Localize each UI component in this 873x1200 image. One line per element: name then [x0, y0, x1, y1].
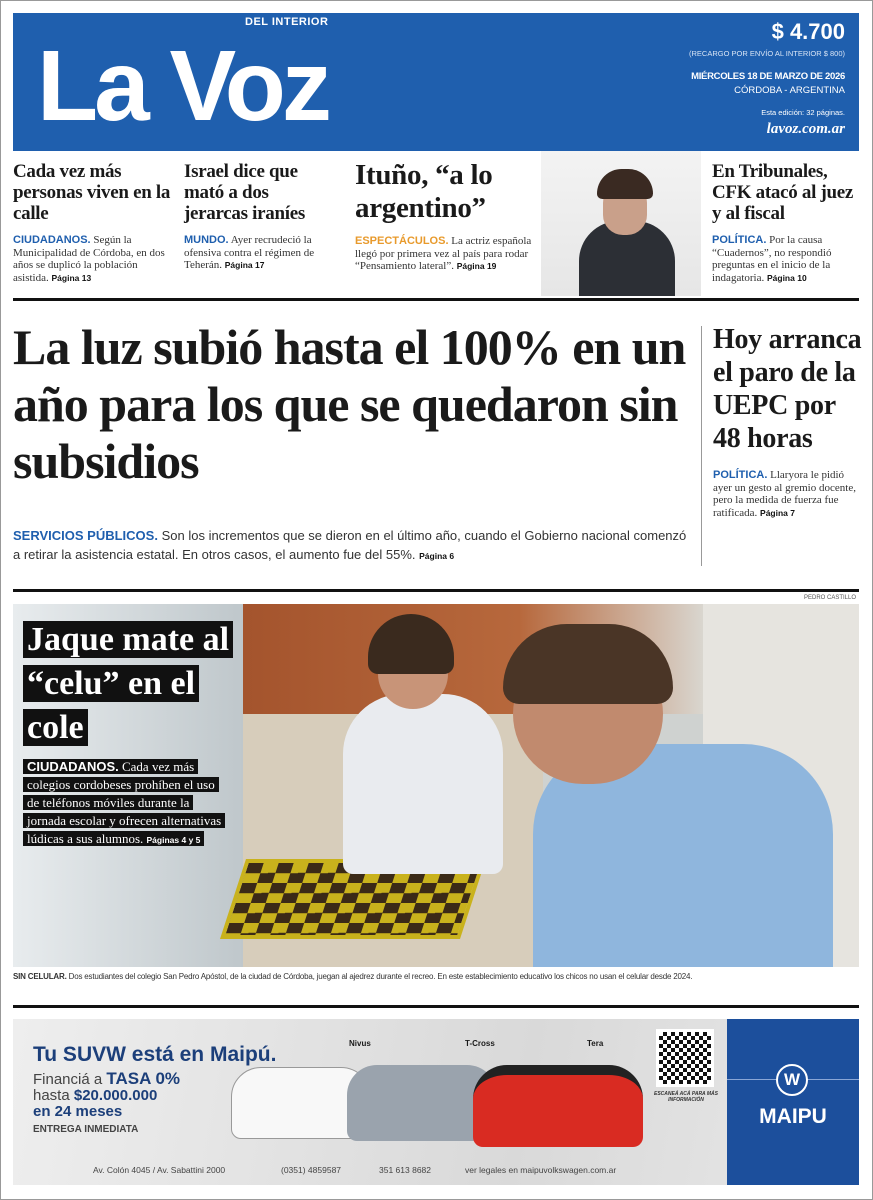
- date: MIÉRCOLES 18 DE MARZO DE 2026: [691, 71, 845, 82]
- ad-offer: [33, 1071, 180, 1138]
- divider: [13, 298, 859, 301]
- ad-term: en 24 meses: [33, 1103, 123, 1120]
- brand-name: MAIPU: [759, 1105, 827, 1128]
- ad-text: Financiá a: [33, 1071, 107, 1088]
- section-label: ESPECTÁCULOS.: [355, 235, 449, 247]
- qr-caption: ESCANEÁ ACÁ PARA MÁS INFORMACIÓN: [654, 1091, 718, 1103]
- page-ref: Página 17: [224, 260, 265, 270]
- section-label: CIUDADANOS.: [13, 234, 91, 246]
- caption-label: SIN CELULAR.: [13, 972, 67, 981]
- edition-pages: Esta edición: 32 páginas.: [761, 108, 845, 117]
- ad-delivery: ENTREGA INMEDIATA: [33, 1124, 139, 1135]
- photo-credit: PEDRO CASTILLO: [803, 595, 856, 601]
- story-text: Según la Municipalidad de Córdoba, en dos años se duplicó la población asistida.: [13, 234, 165, 284]
- story-title: Cada vez más personas viven en la calle: [13, 161, 171, 224]
- section-label: MUNDO.: [184, 234, 229, 246]
- page-ref: Página 6: [419, 551, 455, 561]
- side-story: [713, 323, 863, 519]
- story-title: Ituño, “a lo argentino”: [355, 159, 493, 224]
- lead-summary: [13, 526, 695, 566]
- divider: [13, 1005, 859, 1008]
- ad-text: hasta: [33, 1087, 74, 1104]
- ad-address: Av. Colón 4045 / Av. Sabattini 2000: [93, 1165, 226, 1175]
- page-ref: Página 7: [760, 507, 795, 518]
- story-homeless[interactable]: [13, 161, 173, 284]
- vw-logo-icon: W: [776, 1064, 808, 1096]
- chess-photo[interactable]: [13, 604, 859, 967]
- logo-subtitle: DEL INTERIOR: [245, 16, 329, 28]
- lead-text: Son los incrementos que se dieron en el último año, cuando el Gobierno nacional comenzó a retirar la asistencia estatal. En otros casos, el aumento fue del 55%.: [13, 528, 687, 562]
- photo-headline-text: Jaque mate al “celu” en el cole: [23, 621, 233, 746]
- place: CÓRDOBA - ARGENTINA: [734, 85, 845, 96]
- photo-caption: [13, 972, 859, 982]
- photo-story-overlay: [23, 618, 245, 849]
- side-summary: [713, 469, 863, 519]
- masthead: [13, 13, 859, 151]
- model-label: Nivus: [349, 1039, 371, 1048]
- story-title: Israel dice que mató a dos jerarcas iraníes: [184, 161, 305, 224]
- ad-whatsapp: 351 613 8682: [379, 1165, 431, 1175]
- ad-legal: ver legales en maipuvolkswagen.com.ar: [465, 1165, 617, 1175]
- page-ref: Página 19: [456, 261, 497, 271]
- section-label: CIUDADANOS.: [27, 759, 119, 774]
- ad-phone: (0351) 4859587: [281, 1165, 342, 1175]
- qr-code[interactable]: [656, 1029, 714, 1087]
- story-text: Por la causa “Cuadernos”, no respondió preguntas en el inicio de la indagatoria.: [712, 234, 832, 284]
- caption-text: Dos estudiantes del colegio San Pedro Apóstol, de la ciudad de Córdoba, juegan al ajedrez durante el recreo. En este establecimiento educativo los chicos no usan el celular desde 2024.: [68, 972, 693, 981]
- section-label: POLÍTICA.: [712, 234, 767, 246]
- section-label: SERVICIOS PÚBLICOS.: [13, 528, 158, 543]
- maipu-logo-block: [727, 1019, 859, 1185]
- vw-maipu-ad[interactable]: [13, 1019, 859, 1185]
- divider: [13, 589, 859, 592]
- actress-portrait: [541, 151, 701, 296]
- side-text: Llaryora le pidió ayer un gesto al gremio docente, pero la medida de fuerza fue ratificada.: [713, 469, 856, 519]
- column-divider: [701, 326, 702, 566]
- page-ref: Página 10: [766, 272, 807, 283]
- model-label: T-Cross: [465, 1039, 495, 1048]
- photo-text: Cada vez más colegios cordobeses prohíben el uso de teléfonos móviles durante la jornada escolar y ofrecen alternativas lúdicas a sus alumnos.: [27, 759, 222, 846]
- surcharge: (RECARGO POR ENVÍO AL INTERIOR $ 800): [688, 49, 845, 58]
- price: $ 4.700: [771, 19, 845, 44]
- story-title: En Tribunales, CFK atacó al juez y al fiscal: [712, 161, 854, 224]
- lead-headline[interactable]: La luz subió hasta el 100% en un año para los que se quedaron sin subsidios: [13, 319, 686, 489]
- ad-amount: $20.000.000: [73, 1087, 158, 1104]
- section-label: POLÍTICA.: [713, 469, 768, 481]
- ad-headline: Tu SUVW está en Maipú.: [33, 1043, 277, 1066]
- ad-rate: TASA 0%: [106, 1069, 181, 1088]
- lead-story: [13, 319, 695, 566]
- story-cfk[interactable]: [712, 161, 860, 284]
- logo[interactable]: La Voz: [37, 30, 328, 142]
- website-link[interactable]: lavoz.com.ar: [766, 121, 845, 137]
- story-text: La actriz española llegó por primera vez al país para rodar “Pensamiento lateral”.: [355, 235, 532, 272]
- side-headline[interactable]: Hoy arranca el paro de la UEPC por 48 horas: [713, 324, 862, 454]
- story-ituno[interactable]: [355, 159, 537, 273]
- page-ref: Página 13: [51, 272, 92, 283]
- story-israel[interactable]: [184, 161, 336, 272]
- photo-headline[interactable]: [23, 618, 245, 750]
- car-tera: [473, 1065, 643, 1147]
- model-label: Tera: [587, 1039, 604, 1048]
- story-text: Ayer recrudeció la ofensiva contra el régimen de Teherán.: [184, 234, 315, 271]
- photo-summary: [23, 758, 228, 849]
- page-ref: Páginas 4 y 5: [146, 835, 201, 845]
